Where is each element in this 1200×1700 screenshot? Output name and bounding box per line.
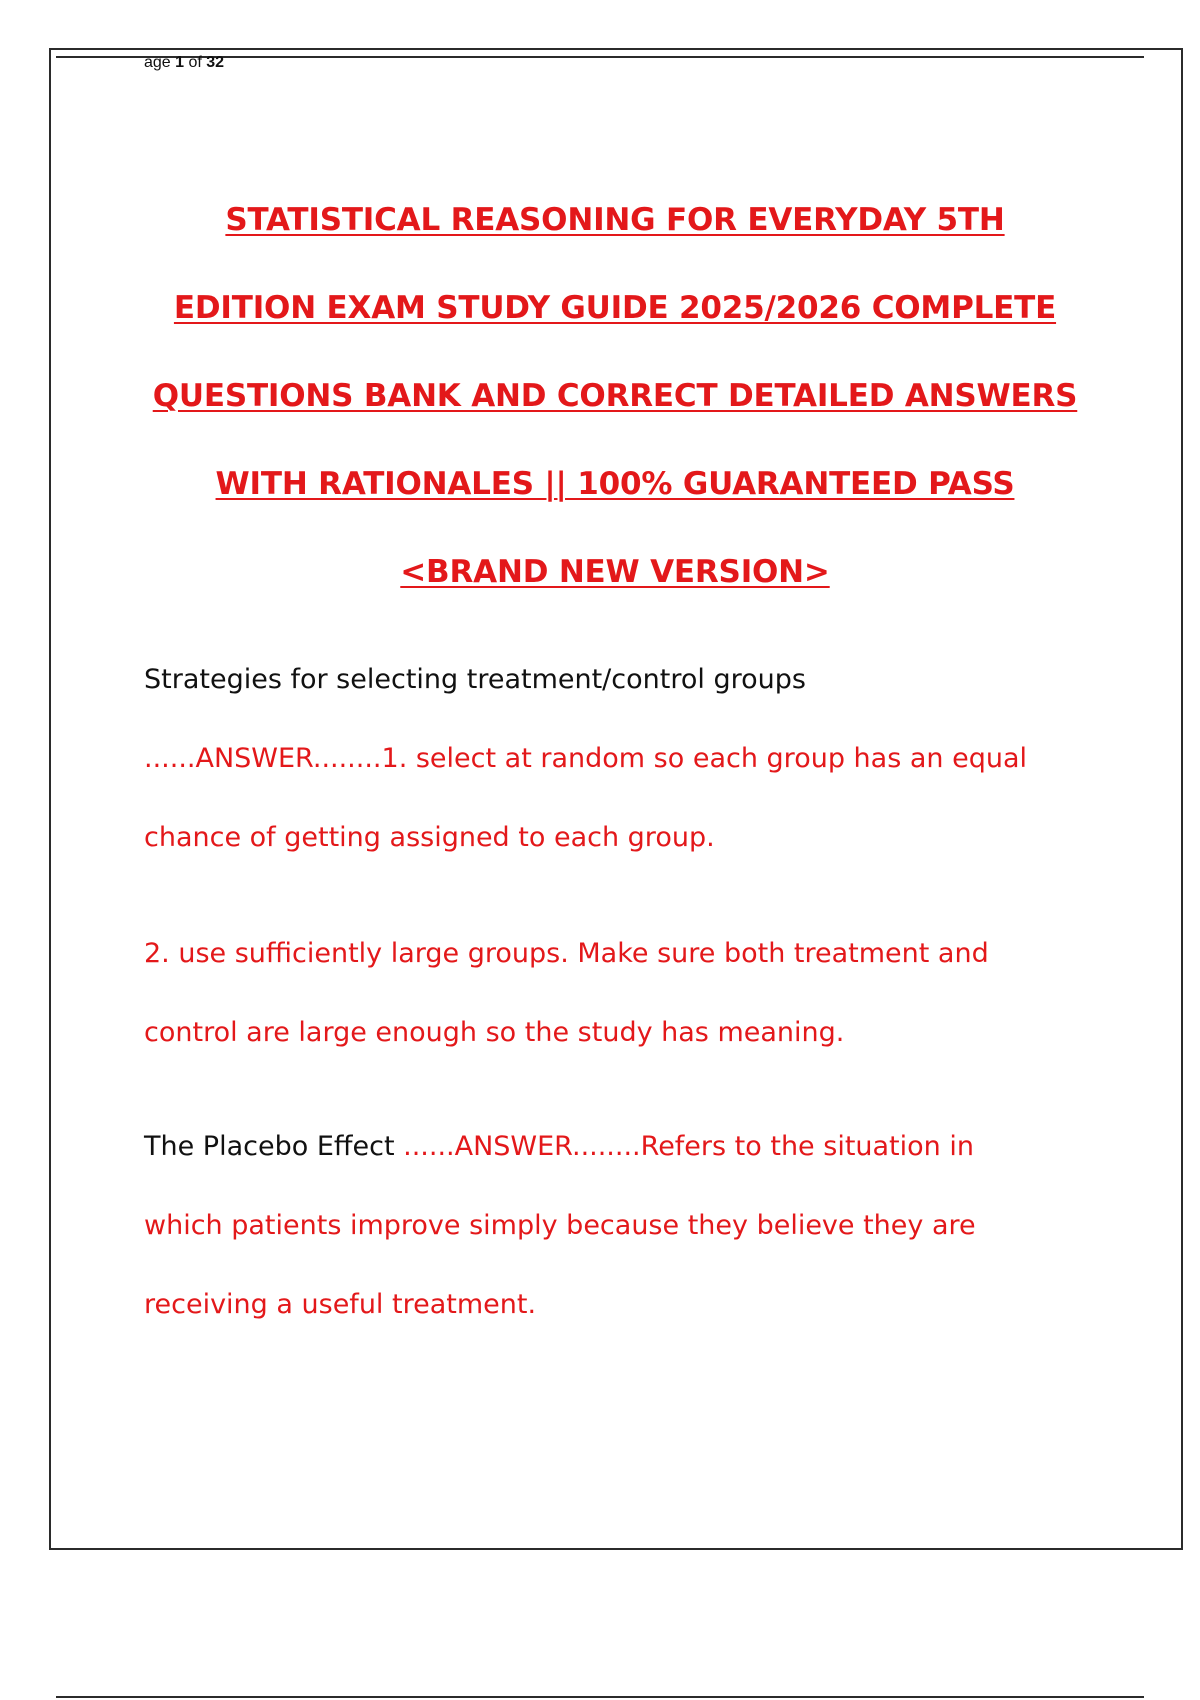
answer-line: receiving a useful treatment. [144,1289,537,1320]
answer-line: ......ANSWER........1. select at random so each group has an equal [144,743,1027,774]
document-title [130,176,1100,616]
title-line-3: QUESTIONS BANK AND CORRECT DETAILED ANSWERS [152,378,1078,414]
answer-line: 2. use sufficiently large groups. Make sure both treatment and [144,938,989,969]
title-line-4: WITH RATIONALES || 100% GUARANTEED PASS [215,466,1015,502]
answer-line: which patients improve simply because they believe they are [144,1210,976,1241]
title-line-5: <BRAND NEW VERSION> [400,554,830,590]
answer-line: chance of getting assigned to each group. [144,822,715,853]
page-total-number: 32 [206,54,225,71]
page-of-label: of [184,54,207,71]
question-text: Strategies for selecting treatment/control groups [144,664,806,695]
question-text: The Placebo Effect [144,1131,404,1162]
page-indicator [144,53,224,73]
title-line-2: EDITION EXAM STUDY GUIDE 2025/2026 COMPLETE [173,290,1057,326]
qa-item-2 [144,1107,1144,1344]
footer-rule [56,1696,1144,1698]
page-current-number: 1 [175,54,185,71]
title-line-1: STATISTICAL REASONING FOR EVERYDAY 5TH [225,202,1005,238]
answer-line: control are large enough so the study has meaning. [144,1017,845,1048]
qa-item-1-continued [144,914,1144,1072]
page-prefix: age [144,54,176,71]
qa-item-1 [144,640,1144,877]
answer-line: ......ANSWER........Refers to the situation in [403,1131,974,1162]
